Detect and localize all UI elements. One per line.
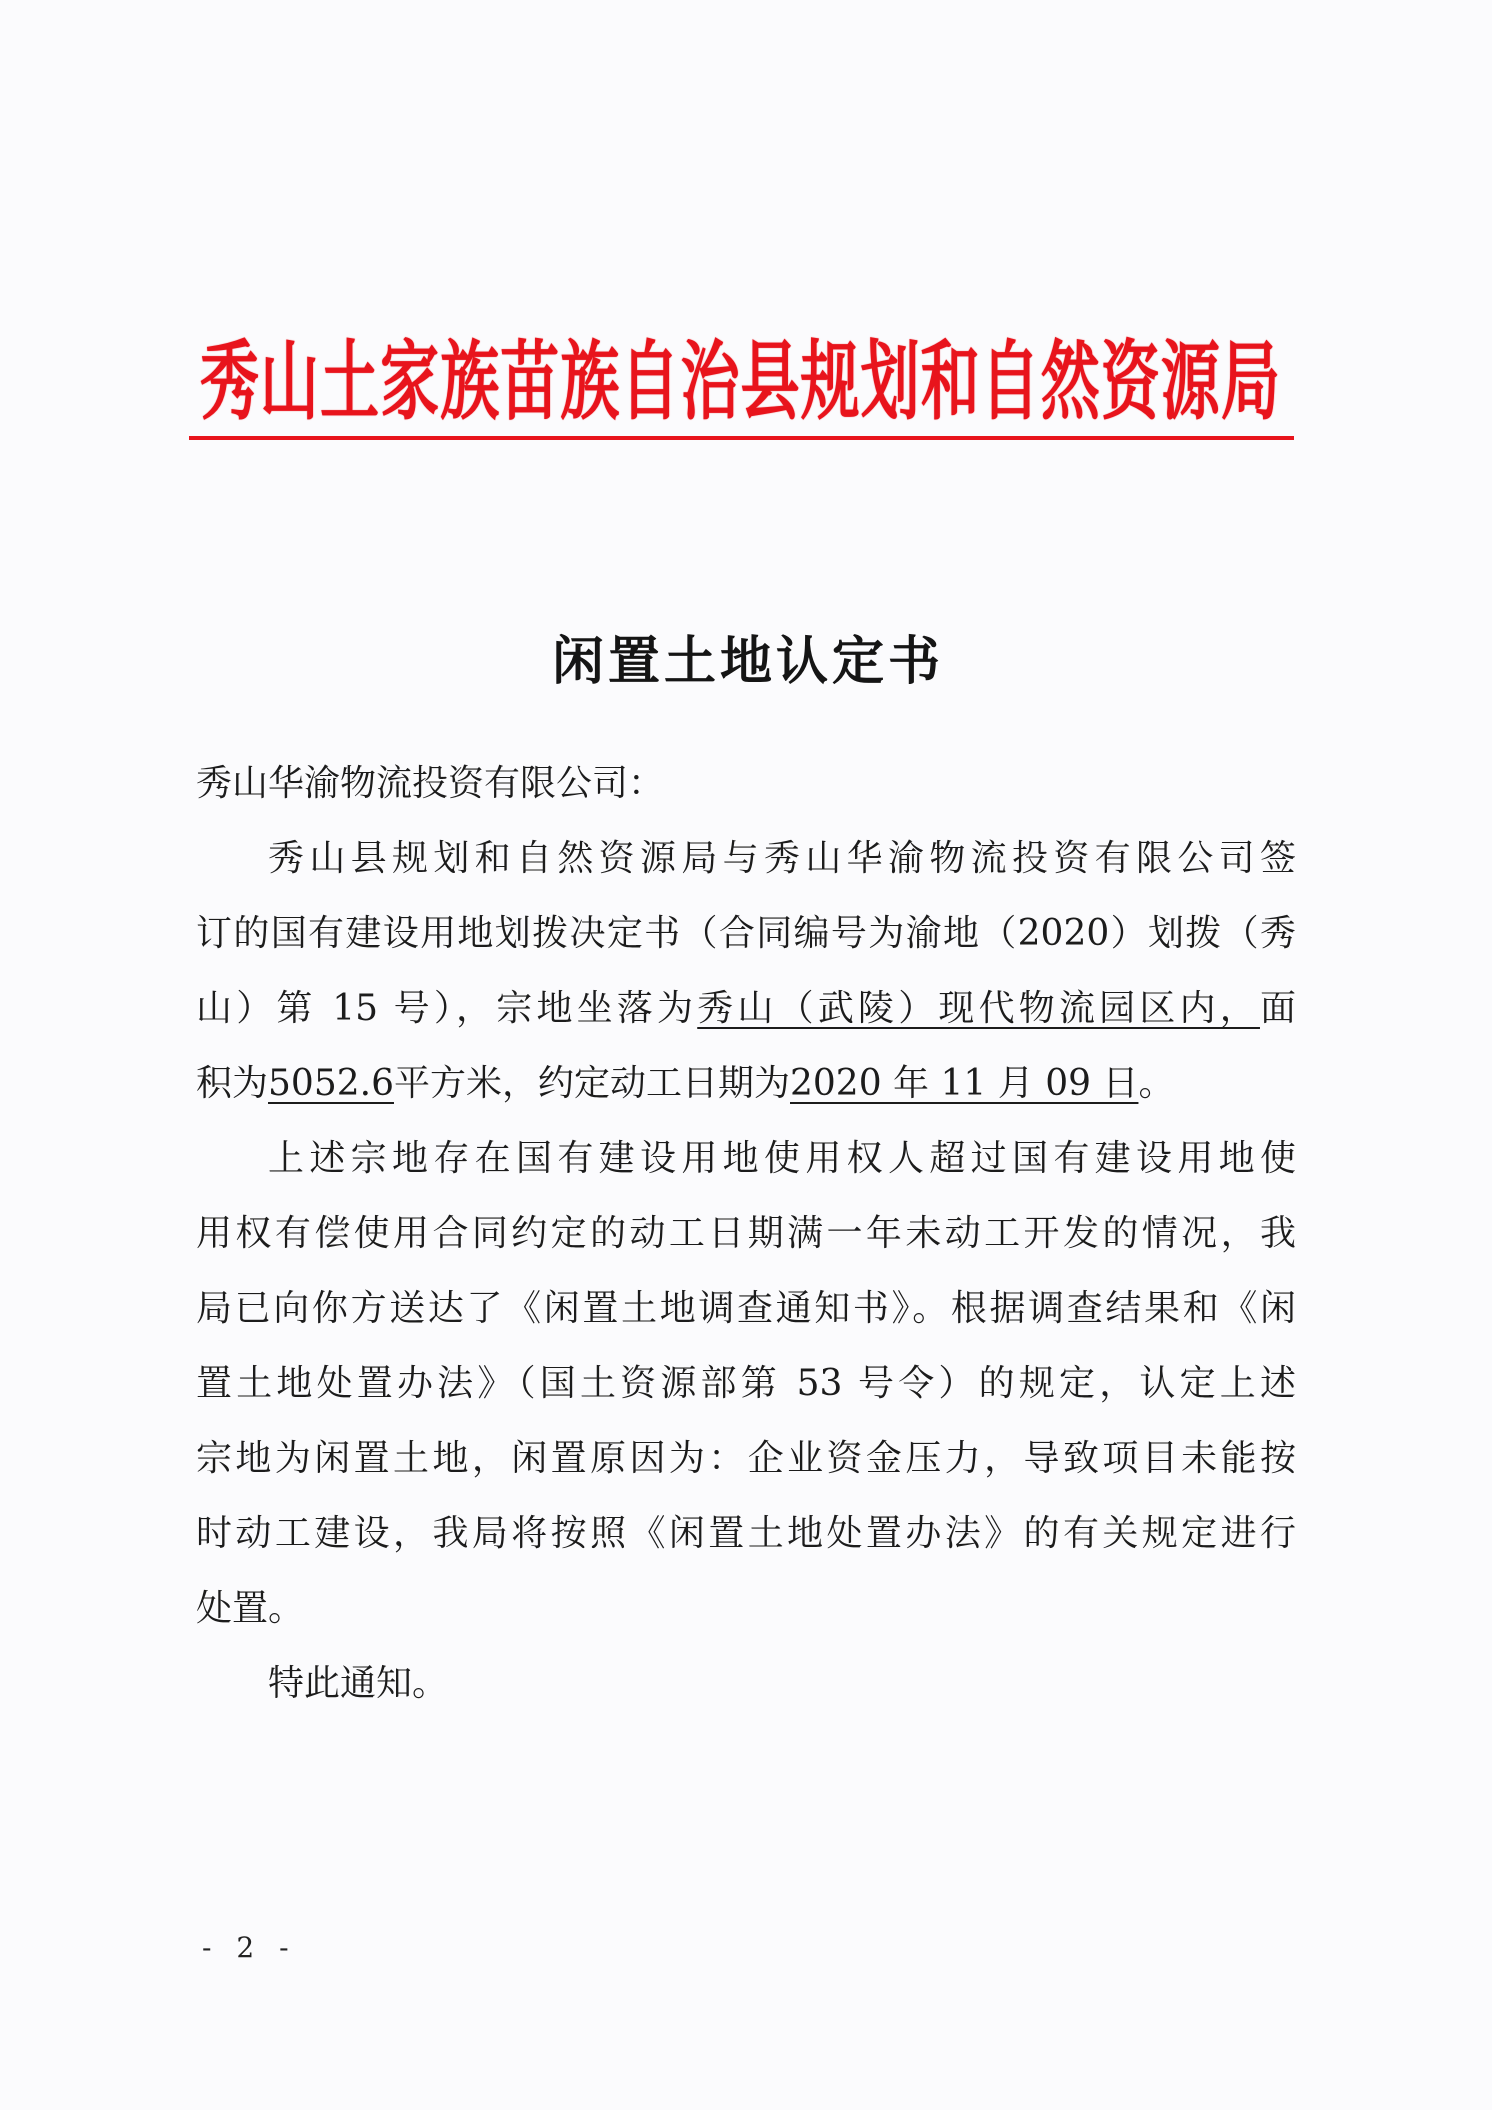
page-number: - 2 - [202, 1931, 297, 1964]
paragraph-1-line [196, 1046, 1296, 1121]
document-body [196, 746, 1296, 1721]
paragraph-2-line: 上述宗地存在国有建设用地使用权人超过国有建设用地使 [268, 1138, 1296, 1179]
land-area: 5052.6 [268, 1063, 394, 1104]
line-text: 。 [1138, 1063, 1175, 1104]
document-title: 闲置土地认定书 [551, 631, 944, 692]
paragraph-2-line: 处置。 [196, 1588, 305, 1629]
line-text: 平方米，约定动工日期为 [393, 1063, 790, 1104]
letterhead-agency-name: 秀山土家族苗族自治县规划和自然资源局 [200, 331, 1280, 432]
salutation: 秀山华渝物流投资有限公司： [196, 763, 665, 804]
paragraph-1-line: 订的国有建设用地划拨决定书（合同编号为渝地（2020）划拨（秀 [196, 913, 1296, 954]
paragraph-2-line: 用权有偿使用合同约定的动工日期满一年未动工开发的情况，我 [196, 1213, 1296, 1254]
agreed-start-date: 2020 年 11 月 09 日 [790, 1063, 1139, 1104]
land-location: 秀山（武陵）现代物流园区内， [697, 988, 1260, 1029]
closing-line: 特此通知。 [268, 1663, 449, 1704]
paragraph-1-line [196, 971, 1296, 1046]
line-text: 面 [1259, 988, 1296, 1029]
paragraph-2-line: 时动工建设，我局将按照《闲置土地处置办法》的有关规定进行 [196, 1513, 1296, 1554]
line-text: 山）第 15 号），宗地坐落为 [196, 988, 698, 1029]
paragraph-1-line: 秀山县规划和自然资源局与秀山华渝物流投资有限公司签 [268, 838, 1296, 879]
letterhead-red-rule [189, 436, 1294, 440]
paragraph-2-line: 置土地处置办法》（国土资源部第 53 号令）的规定，认定上述 [196, 1363, 1296, 1404]
paragraph-2-line: 局已向你方送达了《闲置土地调查通知书》。根据调查结果和《闲 [196, 1288, 1296, 1329]
line-text: 积为 [196, 1063, 269, 1104]
paragraph-2-line: 宗地为闲置土地，闲置原因为：企业资金压力，导致项目未能按 [196, 1438, 1296, 1479]
